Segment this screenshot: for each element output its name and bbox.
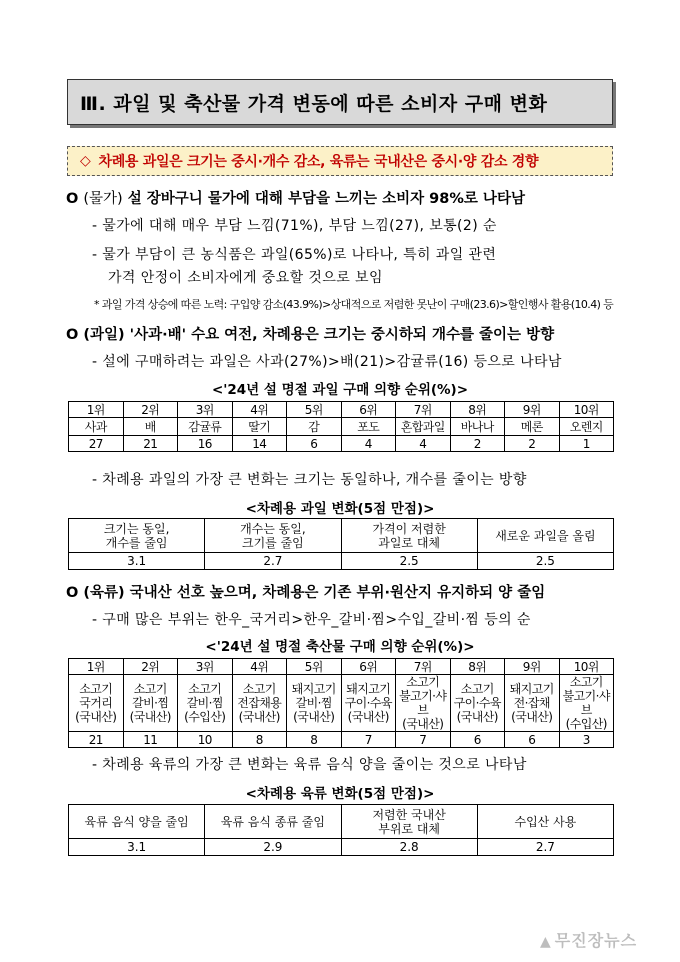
value-cell: 6 bbox=[505, 732, 560, 748]
diamond-icon: ◇ bbox=[80, 153, 91, 169]
item-cell-line: 소고기 bbox=[460, 682, 494, 696]
rank-cell: 6위 bbox=[341, 402, 396, 418]
fruit-sub2: - 차례용 과일의 가장 큰 변화는 크기는 동일하나, 개수를 줄이는 방향 bbox=[92, 472, 527, 488]
item-cell: 오렌지 bbox=[559, 418, 614, 436]
value-cell: 2.5 bbox=[477, 553, 613, 570]
fruit-rank-caption: <'24년 설 명절 과일 구매 의향 순위(%)> bbox=[211, 382, 469, 398]
meat-change-caption: <차례용 육류 변화(5점 만점)> bbox=[245, 786, 435, 802]
header-cell-line: 개수는 동일, bbox=[240, 521, 306, 536]
item-cell-line: 전잡채용 bbox=[237, 696, 282, 710]
value-cell: 3.1 bbox=[69, 553, 205, 570]
rank-cell: 9위 bbox=[505, 402, 560, 418]
rank-cell: 10위 bbox=[559, 659, 614, 675]
meat-sub1: - 구매 많은 부위는 한우_국거리>한우_갈비·찜>수입_갈비·찜 등의 순 bbox=[92, 612, 531, 628]
item-cell-line: 불고기·샤브 bbox=[399, 689, 447, 717]
header-cell bbox=[69, 519, 205, 553]
value-cell: 2.9 bbox=[205, 839, 341, 856]
value-cell: 21 bbox=[69, 732, 124, 748]
value-cell: 2 bbox=[450, 436, 505, 452]
header-cell bbox=[341, 519, 477, 553]
rank-cell: 3위 bbox=[178, 659, 233, 675]
rank-cell: 7위 bbox=[396, 402, 451, 418]
meat-heading bbox=[66, 581, 545, 602]
header-cell-line: 과일로 대체 bbox=[378, 535, 441, 550]
rank-row bbox=[69, 402, 614, 418]
rank-row bbox=[69, 659, 614, 675]
header-cell-line: 수입산 사용 bbox=[514, 814, 577, 829]
value-cell: 2.7 bbox=[205, 553, 341, 570]
header-cell bbox=[69, 805, 205, 839]
bullet-icon: O bbox=[66, 327, 79, 343]
header-cell bbox=[477, 805, 613, 839]
item-cell-line: (국내산) bbox=[402, 717, 444, 731]
item-cell-line: (국내산) bbox=[238, 710, 280, 724]
item-cell-line: (국내산) bbox=[456, 710, 498, 724]
rank-cell: 6위 bbox=[341, 659, 396, 675]
item-cell-line: 소고기 bbox=[569, 675, 603, 689]
rank-cell: 1위 bbox=[69, 402, 124, 418]
rank-cell: 10위 bbox=[559, 402, 614, 418]
item-cell-line: 갈비·찜 bbox=[132, 696, 169, 710]
value-cell: 4 bbox=[341, 436, 396, 452]
watermark bbox=[540, 928, 637, 951]
header-cell-line: 부위로 대체 bbox=[378, 821, 441, 836]
item-cell bbox=[450, 675, 505, 732]
rank-cell: 2위 bbox=[123, 659, 178, 675]
header-row bbox=[69, 519, 614, 553]
item-cell-line: 전·잡채 bbox=[513, 696, 550, 710]
value-cell: 27 bbox=[69, 436, 124, 452]
value-cell: 6 bbox=[450, 732, 505, 748]
item-cell-line: 불고기·샤브 bbox=[562, 689, 610, 717]
rank-cell: 5위 bbox=[287, 659, 342, 675]
meat-heading-text: (육류) 국내산 선호 높으며, 차례용은 기존 부위·원산지 유지하되 양 줄임 bbox=[83, 585, 546, 601]
item-cell-line: 구이·수육 bbox=[453, 696, 501, 710]
header-cell-line: 개수를 줄임 bbox=[105, 535, 168, 550]
item-cell-line: (수입산) bbox=[184, 710, 226, 724]
header-cell bbox=[205, 519, 341, 553]
header-row bbox=[69, 805, 614, 839]
bullet-icon: O bbox=[66, 585, 79, 601]
price-sub2-line2: 가격 안정이 소비자에게 중요할 것으로 보임 bbox=[108, 270, 383, 286]
value-cell: 8 bbox=[287, 732, 342, 748]
item-cell-line: 소고기 bbox=[79, 682, 113, 696]
rank-cell: 4위 bbox=[232, 659, 287, 675]
value-cell: 11 bbox=[123, 732, 178, 748]
item-cell bbox=[123, 675, 178, 732]
item-cell-line: (국내산) bbox=[511, 710, 553, 724]
price-note: * 과일 가격 상승에 따른 노력: 구입양 감소(43.9%)>상대적으로 저렴한 못난이 구매(23.6)>할인행사 활용(10.4) 등 bbox=[94, 298, 614, 311]
item-cell: 배 bbox=[123, 418, 178, 436]
value-cell: 3.1 bbox=[69, 839, 205, 856]
item-cell-line: 소고기 bbox=[242, 682, 276, 696]
meat-rank-table bbox=[68, 658, 614, 748]
rank-cell: 2위 bbox=[123, 402, 178, 418]
header-cell-line: 저렴한 국내산 bbox=[372, 807, 446, 822]
rank-cell: 8위 bbox=[450, 659, 505, 675]
item-cell: 메론 bbox=[505, 418, 560, 436]
header-cell bbox=[477, 519, 613, 553]
rank-cell: 4위 bbox=[232, 402, 287, 418]
item-cell-line: (국내산) bbox=[293, 710, 335, 724]
item-cell-line: 국거리 bbox=[79, 696, 113, 710]
item-cell bbox=[178, 675, 233, 732]
header-cell bbox=[341, 805, 477, 839]
value-cell: 7 bbox=[341, 732, 396, 748]
fruit-heading bbox=[66, 323, 554, 344]
value-cell: 8 bbox=[232, 732, 287, 748]
item-cell-line: (수입산) bbox=[565, 717, 607, 731]
summary-text: 차례용 과일은 크기는 중시·개수 감소, 육류는 국내산은 중시·양 감소 경향 bbox=[98, 154, 539, 170]
item-cell-line: 구이·수육 bbox=[344, 696, 392, 710]
item-cell: 혼합과일 bbox=[396, 418, 451, 436]
value-cell: 2 bbox=[505, 436, 560, 452]
rank-cell: 5위 bbox=[287, 402, 342, 418]
value-cell: 2.7 bbox=[477, 839, 613, 856]
meat-sub2 bbox=[92, 754, 527, 774]
item-cell: 바나나 bbox=[450, 418, 505, 436]
value-row bbox=[69, 839, 614, 856]
rank-cell: 1위 bbox=[69, 659, 124, 675]
value-row bbox=[69, 436, 614, 452]
bullet-icon: O bbox=[66, 191, 79, 207]
price-sub1: - 물가에 대해 매우 부담 느낌(71%), 부담 느낌(27), 보통(2) 순 bbox=[92, 218, 497, 234]
item-cell-line: (국내산) bbox=[75, 710, 117, 724]
header-cell-line: 가격이 저렴한 bbox=[372, 521, 446, 536]
fruit-rank-table bbox=[68, 401, 614, 452]
item-cell: 포도 bbox=[341, 418, 396, 436]
value-cell: 2.5 bbox=[341, 553, 477, 570]
fruit-change-caption: <차례용 과일 변화(5점 만점)> bbox=[245, 501, 435, 517]
item-cell: 감귤류 bbox=[178, 418, 233, 436]
value-cell: 7 bbox=[396, 732, 451, 748]
value-cell: 10 bbox=[178, 732, 233, 748]
item-cell-line: 갈비·찜 bbox=[295, 696, 332, 710]
price-heading bbox=[66, 187, 525, 208]
rank-cell: 7위 bbox=[396, 659, 451, 675]
item-cell-line: (국내산) bbox=[347, 710, 389, 724]
section-title: Ⅲ. 과일 및 축산물 가격 변동에 따른 소비자 구매 변화 bbox=[67, 79, 613, 125]
fruit-heading-text: (과일) '사과·배' 수요 여전, 차례용은 크기는 중시하되 개수를 줄이는 방향 bbox=[83, 327, 555, 343]
item-cell-line: 돼지고기 bbox=[509, 682, 554, 696]
item-cell bbox=[287, 675, 342, 732]
item-cell bbox=[341, 675, 396, 732]
value-cell: 3 bbox=[559, 732, 614, 748]
item-cell-line: 갈비·찜 bbox=[186, 696, 223, 710]
item-cell bbox=[69, 675, 124, 732]
value-cell: 21 bbox=[123, 436, 178, 452]
item-cell bbox=[505, 675, 560, 732]
item-cell-line: 돼지고기 bbox=[346, 682, 391, 696]
item-cell bbox=[232, 675, 287, 732]
value-row bbox=[69, 553, 614, 570]
header-cell bbox=[205, 805, 341, 839]
header-cell-line: 크기를 줄임 bbox=[241, 535, 304, 550]
rank-cell: 9위 bbox=[505, 659, 560, 675]
item-cell-line: 돼지고기 bbox=[291, 682, 336, 696]
header-cell-line: 육류 음식 종류 줄임 bbox=[220, 814, 325, 829]
value-cell: 2.8 bbox=[341, 839, 477, 856]
value-row bbox=[69, 732, 614, 748]
value-cell: 14 bbox=[232, 436, 287, 452]
summary-banner bbox=[67, 146, 613, 176]
item-cell: 감 bbox=[287, 418, 342, 436]
value-cell: 1 bbox=[559, 436, 614, 452]
item-cell bbox=[396, 675, 451, 732]
mountain-icon: ▲ bbox=[540, 934, 552, 950]
item-cell: 사과 bbox=[69, 418, 124, 436]
price-sub2-line1: - 물가 부담이 큰 농식품은 과일(65%)로 나타나, 특히 과일 관련 bbox=[92, 247, 497, 263]
rank-cell: 8위 bbox=[450, 402, 505, 418]
value-cell: 16 bbox=[178, 436, 233, 452]
meat-sub2-text: - 차례용 육류의 가장 큰 변화는 육류 음식 양을 줄이는 것으로 나타남 bbox=[92, 757, 527, 773]
fruit-change-table bbox=[68, 518, 614, 570]
item-row bbox=[69, 418, 614, 436]
item-cell-line: (국내산) bbox=[129, 710, 171, 724]
rank-cell: 3위 bbox=[178, 402, 233, 418]
watermark-text: 무진장뉴스 bbox=[554, 931, 638, 950]
header-cell-line: 육류 음식 양을 줄임 bbox=[84, 814, 189, 829]
header-cell-line: 크기는 동일, bbox=[103, 521, 170, 536]
item-cell-line: 소고기 bbox=[188, 682, 222, 696]
header-cell-line: 새로운 과일을 올림 bbox=[495, 528, 596, 543]
value-cell: 4 bbox=[396, 436, 451, 452]
price-label: (물가) bbox=[83, 191, 123, 207]
item-cell-line: 소고기 bbox=[133, 682, 167, 696]
value-cell: 6 bbox=[287, 436, 342, 452]
fruit-sub1: - 설에 구매하려는 과일은 사과(27%)>배(21)>감귤류(16) 등으로 나타남 bbox=[92, 354, 562, 370]
item-row bbox=[69, 675, 614, 732]
item-cell: 딸기 bbox=[232, 418, 287, 436]
meat-rank-caption: <'24년 설 명절 축산물 구매 의향 순위(%)> bbox=[205, 639, 475, 655]
item-cell bbox=[559, 675, 614, 732]
item-cell-line: 소고기 bbox=[406, 675, 440, 689]
price-text: 설 장바구니 물가에 대해 부담을 느끼는 소비자 98%로 나타남 bbox=[122, 191, 525, 207]
meat-change-table bbox=[68, 804, 614, 856]
